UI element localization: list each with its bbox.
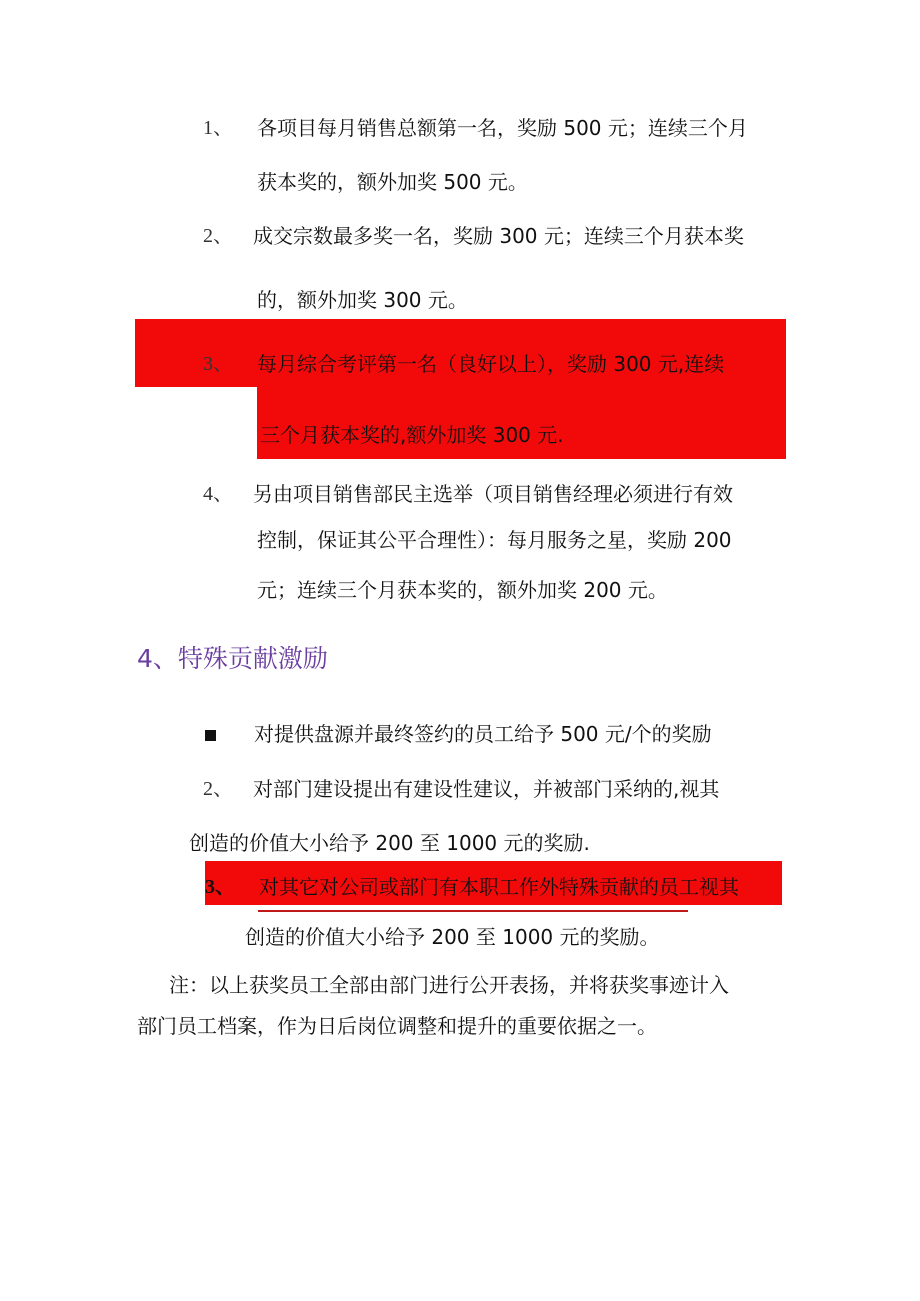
list-item-number: 4、 bbox=[203, 483, 233, 505]
list-item-text: 的，额外加奖 300 元。 bbox=[257, 288, 468, 312]
list-item-text: 创造的价值大小给予 200 至 1000 元的奖励. bbox=[189, 831, 590, 855]
note-line: 注：以上获奖员工全部由部门进行公开表扬，并将获奖事迹计入 bbox=[169, 973, 729, 997]
list-item-number: 2、 bbox=[203, 778, 233, 800]
list-item-number: 1、 bbox=[203, 117, 233, 139]
list-item-text: 每月综合考评第一名（良好以上），奖励 300 元,连续 bbox=[257, 352, 725, 376]
list-item-text: 对其它对公司或部门有本职工作外特殊贡献的员工视其 bbox=[259, 875, 739, 899]
list-item-text: 另由项目销售部民主选举（项目销售经理必须进行有效 bbox=[253, 482, 733, 506]
list-item-text: 创造的价值大小给予 200 至 1000 元的奖励。 bbox=[245, 925, 660, 949]
list-item-number: 3、 bbox=[205, 876, 235, 898]
list-item-text: 控制，保证其公平合理性）：每月服务之星，奖励 200 bbox=[257, 528, 732, 552]
list-item-number: 2、 bbox=[203, 225, 233, 247]
list-item-text: 成交宗数最多奖一名，奖励 300 元；连续三个月获本奖 bbox=[253, 224, 744, 248]
list-item-number: 3、 bbox=[203, 353, 233, 375]
note-line: 部门员工档案，作为日后岗位调整和提升的重要依据之一。 bbox=[137, 1014, 657, 1038]
section-heading: 4、特殊贡献激励 bbox=[137, 644, 328, 673]
list-item-text: 对提供盘源并最终签约的员工给予 500 元/个的奖励 bbox=[254, 722, 712, 746]
list-item-text: 对部门建设提出有建设性建议，并被部门采纳的,视其 bbox=[253, 777, 720, 801]
square-bullet-icon bbox=[205, 730, 216, 741]
list-item-text: 获本奖的，额外加奖 500 元。 bbox=[257, 170, 528, 194]
list-item-text: 三个月获本奖的,额外加奖 300 元. bbox=[260, 423, 564, 447]
underline-special-item-3 bbox=[258, 910, 688, 912]
list-item-text: 元；连续三个月获本奖的，额外加奖 200 元。 bbox=[257, 578, 668, 602]
list-item-text: 各项目每月销售总额第一名，奖励 500 元；连续三个月 bbox=[257, 116, 748, 140]
